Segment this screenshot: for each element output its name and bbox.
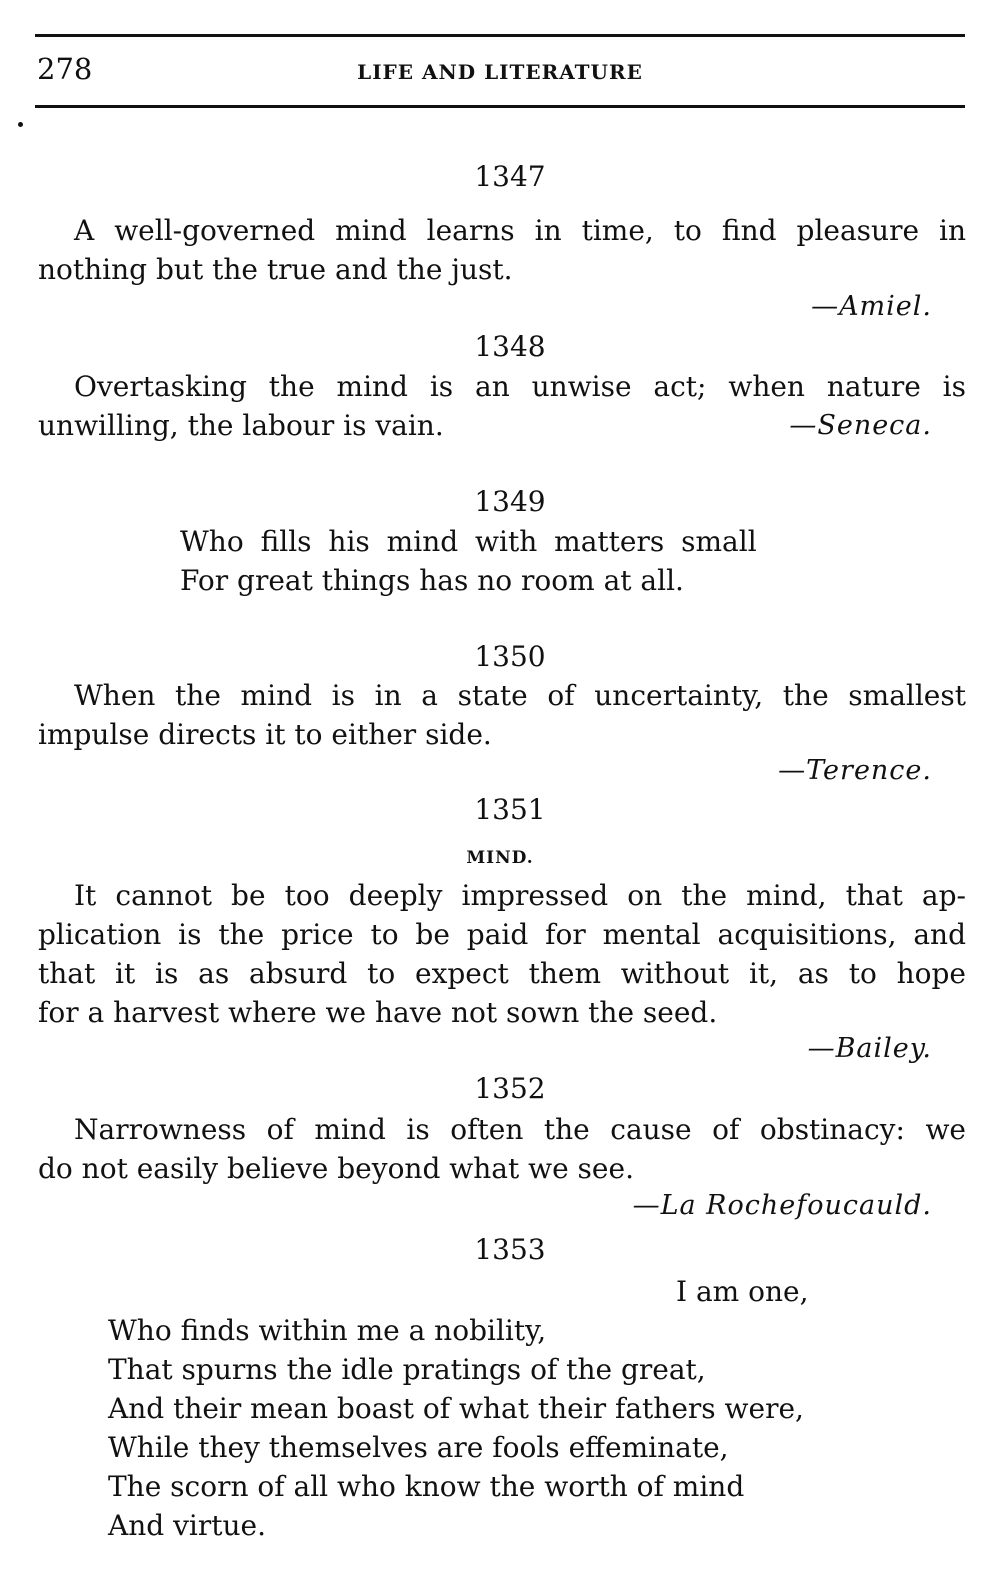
entry-number: 1351: [474, 793, 546, 826]
text-line: When the mind is in a state of uncertainty, the smallest: [74, 679, 966, 712]
running-title: LIFE AND LITERATURE: [357, 60, 643, 84]
entry-number: 1349: [474, 485, 546, 518]
text-line: Narrowness of mind is often the cause of obstinacy: we: [74, 1113, 966, 1146]
verse-line: Who fills his mind with matters small: [180, 525, 757, 558]
attribution: —Amiel.: [811, 291, 932, 322]
verse-line: And their mean boast of what their fathers were,: [108, 1392, 804, 1425]
text-line: plication is the price to be paid for mental acquisitions, and: [38, 918, 966, 951]
attribution: —La Rochefoucauld.: [632, 1190, 932, 1221]
text-line: Overtasking the mind is an unwise act; when nature is: [74, 370, 966, 403]
text-line: A well-governed mind learns in time, to find pleasure in: [74, 214, 966, 247]
entry-text: [38, 876, 966, 1032]
print-speck: [18, 122, 23, 127]
attribution: —Bailey.: [807, 1033, 932, 1064]
entry-number: 1353: [474, 1233, 546, 1266]
header-top-rule: [35, 34, 965, 37]
entry-text: [38, 211, 966, 289]
verse-line: The scorn of all who know the worth of mind: [108, 1470, 745, 1503]
entry-number: 1352: [474, 1072, 546, 1105]
entry-number: 1348: [474, 330, 546, 363]
attribution: —Seneca.: [789, 410, 932, 441]
header-bottom-rule: [35, 105, 965, 108]
entry-number: 1347: [474, 160, 546, 193]
text-line: impulse directs it to either side.: [38, 718, 492, 751]
text-line: It cannot be too deeply impressed on the mind, that ap-: [74, 879, 966, 912]
text-line: for a harvest where we have not sown the seed.: [38, 996, 718, 1029]
subheading: MIND.: [466, 848, 534, 868]
attribution: —Terence.: [778, 755, 932, 786]
verse-line: And virtue.: [108, 1509, 266, 1542]
text-line: nothing but the true and the just.: [38, 253, 513, 286]
entry-number: 1350: [474, 640, 546, 673]
text-line: that it is as absurd to expect them without it, as to hope: [38, 957, 966, 990]
page-number: 278: [37, 52, 93, 86]
verse-line: For great things has no room at all.: [180, 564, 684, 597]
text-line: do not easily believe beyond what we see.: [38, 1152, 634, 1185]
verse-line: I am one,: [676, 1275, 809, 1308]
verse-line: While they themselves are fools effeminate,: [108, 1431, 729, 1464]
verse-line: Who finds within me a nobility,: [108, 1314, 547, 1347]
verse-line: That spurns the idle pratings of the great,: [108, 1353, 706, 1386]
entry-text: [38, 676, 966, 754]
text-line: unwilling, the labour is vain.: [38, 409, 444, 442]
entry-text: [38, 1110, 966, 1188]
